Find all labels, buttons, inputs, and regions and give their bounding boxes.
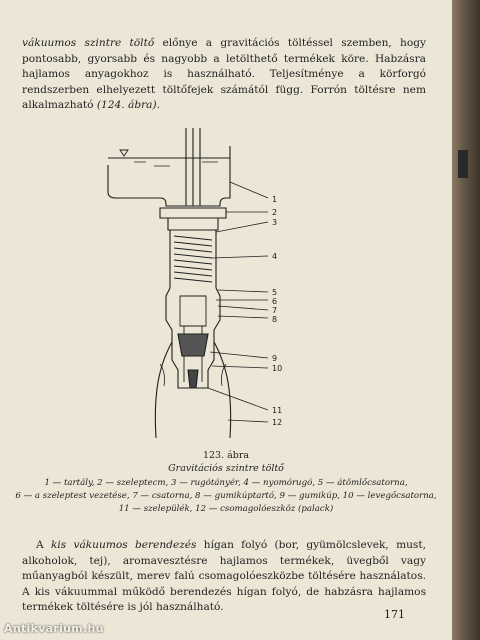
liquid-level-mark — [120, 150, 128, 156]
figure-title: Gravitációs szintre töltő — [168, 463, 284, 474]
page-tab-mark — [458, 150, 468, 178]
callout-5: 5 — [272, 288, 278, 297]
page-number: 171 — [384, 608, 405, 621]
term-vacuum-level-filler: vákuumos szintre töltő — [22, 37, 155, 49]
spring-housing — [170, 230, 216, 288]
watermark: Antikvarium.hu — [4, 622, 104, 635]
spring-coils — [174, 236, 212, 282]
paragraph-end: . — [156, 99, 160, 112]
callout-4: 4 — [272, 252, 278, 261]
callout-10: 10 — [272, 364, 283, 373]
paragraph-small-vacuum-text: hígan folyó (bor, gyümölcslevek, must, alkoholok, tej), aromavesztésre hajlamos termékek, üvegből vagy műanyagból készült, merev falú csomagolóeszközbe töltésére használatos. A kis vákuummal működő berendezés hígan folyó, de habzásra hajlamos termékek töltésére is jól használható. — [22, 539, 426, 614]
callout-2: 2 — [272, 208, 278, 217]
tank-outline — [108, 146, 230, 206]
paragraph-vacuum-filler — [22, 36, 426, 114]
rubber-cone — [178, 334, 208, 356]
figure-reference: (124. ábra) — [96, 99, 157, 112]
callout-6: 6 — [272, 297, 278, 306]
paragraph-small-vacuum-lead: A — [36, 539, 51, 551]
callout-8: 8 — [272, 315, 278, 324]
figure-number: 123. ábra — [202, 450, 250, 461]
gravity-filler-diagram — [100, 120, 340, 450]
callout-1: 1 — [272, 195, 278, 204]
callout-3: 3 — [272, 218, 278, 227]
term-small-vacuum-device: kis vákuumos berendezés — [50, 539, 197, 551]
figure-legend-line-2: 6 — a szeleptest vezetése, 7 — csatorna, 8 — gumikúptartó, 9 — gumikúp, 10 — levegőcsatorna, — [15, 491, 437, 501]
figure-legend-line-1: 1 — tartály, 2 — szelepteст, 3 — rugótányér, 4 — nyomórugó, 5 — átömlőcsatorna, — [44, 478, 408, 488]
figure-legend-line-3: 11 — szelepülék, 12 — csomagolóeszköz (palack) — [118, 504, 334, 514]
callout-7: 7 — [272, 306, 278, 315]
paragraph-small-vacuum — [22, 538, 426, 616]
callout-11: 11 — [272, 406, 283, 415]
vent-tube — [186, 128, 200, 206]
callout-12: 12 — [272, 418, 283, 427]
book-spine-shadow — [452, 0, 480, 640]
callout-9: 9 — [272, 354, 278, 363]
valve-flange — [160, 208, 226, 218]
paragraph-vacuum-filler-text: előnye a gravitációs töltéssel szemben, hogy pontosabb, gyorsabb és nagyobb a letölthető termékek köre. Habzásra hajlamos anyagokhoz is használható. Teljesítménye a körforgó rendszerben elhelyezett töltőfejek számától függ. Forrón töltésre nem alkalmazható — [22, 37, 426, 112]
